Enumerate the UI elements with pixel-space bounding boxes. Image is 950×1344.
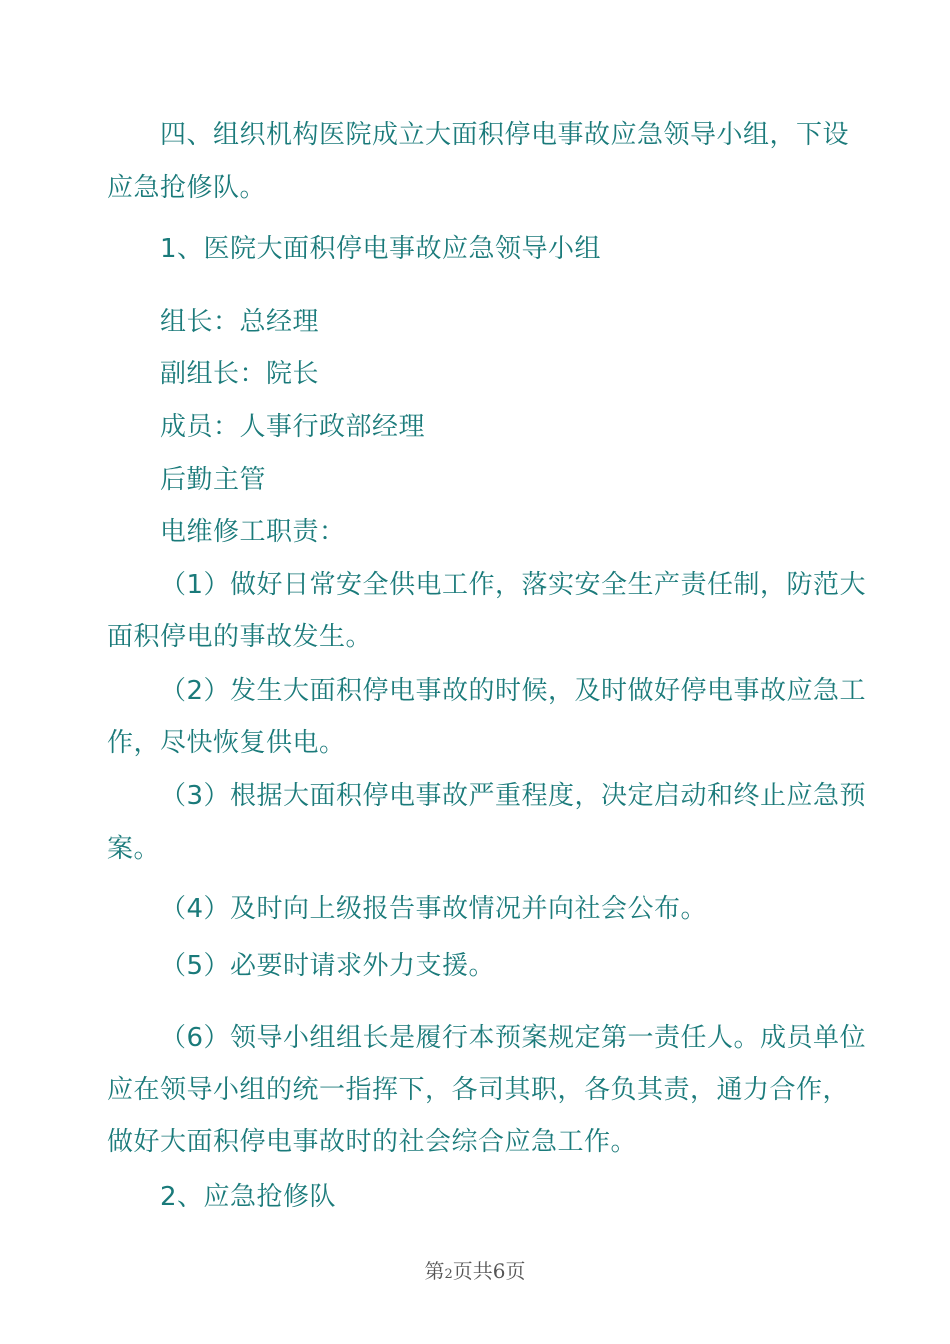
- logistics-supervisor-line: 后勤主管: [160, 465, 267, 495]
- deputy-leader-line: 副组长：院长: [160, 359, 320, 389]
- subheading-leadership-group: 1、医院大面积停电事故应急领导小组: [160, 234, 602, 264]
- footer-prefix: 第: [424, 1259, 445, 1283]
- duty-item-5: （5）必要时请求外力支援。: [160, 951, 496, 981]
- duty-item-3-continued: 案。: [107, 834, 161, 864]
- heading-section-four: 四、组织机构医院成立大面积停电事故应急领导小组，下设: [160, 120, 850, 150]
- duties-heading: 电维修工职责：: [160, 517, 346, 547]
- footer-suffix: 页: [505, 1259, 526, 1283]
- duty-item-6: （6）领导小组组长是履行本预案规定第一责任人。成员单位: [160, 1023, 867, 1053]
- duty-item-4: （4）及时向上级报告事故情况并向社会公布。: [160, 894, 708, 924]
- footer-total-pages: 6: [492, 1259, 506, 1283]
- heading-section-four-continued: 应急抢修队。: [107, 173, 267, 203]
- page-footer: [0, 1258, 950, 1288]
- leader-line: 组长：总经理: [160, 307, 320, 337]
- footer-middle: 页共: [452, 1259, 493, 1283]
- duty-item-2-continued: 作，尽快恢复供电。: [107, 728, 346, 758]
- members-line: 成员：人事行政部经理: [160, 412, 426, 442]
- duty-item-6-end: 做好大面积停电事故时的社会综合应急工作。: [107, 1127, 638, 1157]
- duty-item-2: （2）发生大面积停电事故的时候，及时做好停电事故应急工: [160, 676, 867, 706]
- duty-item-1-continued: 面积停电的事故发生。: [107, 622, 373, 652]
- duty-item-6-continued: 应在领导小组的统一指挥下，各司其职，各负其责，通力合作，: [107, 1075, 850, 1105]
- duty-item-3: （3）根据大面积停电事故严重程度，决定启动和终止应急预: [160, 781, 867, 811]
- footer-page-number: 2: [444, 1267, 453, 1282]
- subheading-repair-team: 2、应急抢修队: [160, 1182, 337, 1212]
- duty-item-1: （1）做好日常安全供电工作，落实安全生产责任制，防范大: [160, 570, 867, 600]
